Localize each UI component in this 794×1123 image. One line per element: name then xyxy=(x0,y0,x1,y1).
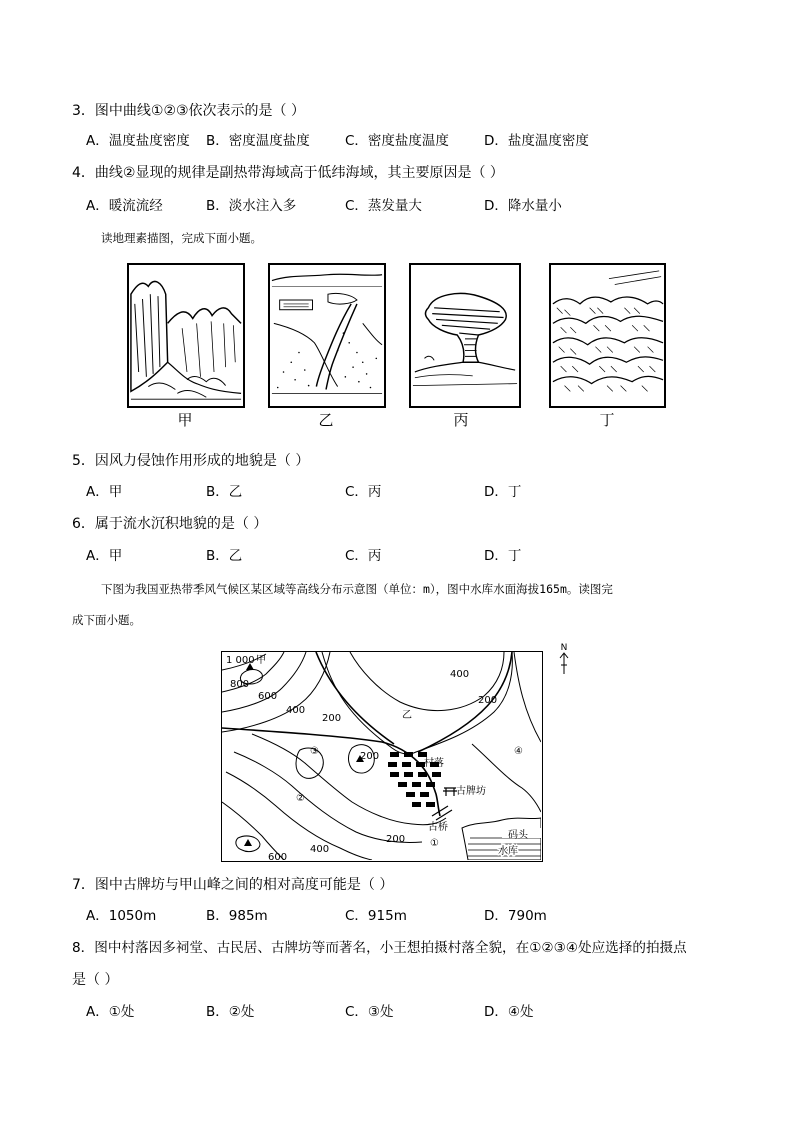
sketch-yi xyxy=(268,263,386,408)
question-5-option-a[interactable]: A．甲 xyxy=(86,484,123,500)
pier-label: 码头 xyxy=(508,830,528,841)
delta-sketch-image xyxy=(270,265,384,406)
question-3-option-d[interactable]: D．盐度温度密度 xyxy=(484,133,589,149)
contour-600-label: 600 xyxy=(258,691,278,702)
question-3-option-c[interactable]: C．密度盐度温度 xyxy=(345,133,449,149)
caption-yi: 乙 xyxy=(318,411,334,429)
question-8-stem-line-1: 8．图中村落因多祠堂、古民居、古牌坊等而著名，小王想拍摄村落全貌，在①②③④处应选择的拍摄点 xyxy=(72,940,687,956)
question-8-option-a[interactable]: A．①处 xyxy=(86,1004,135,1020)
question-7-option-b[interactable]: B．985m xyxy=(206,908,268,924)
question-7-option-c[interactable]: C．915m xyxy=(345,908,407,924)
point-4-label: ④ xyxy=(514,746,523,757)
map-intro-line-1: 下图为我国亚热带季风气候区某区域等高线分布示意图（单位：m），图中水库水面海拔165m。读图完 xyxy=(101,582,613,596)
question-4-option-b[interactable]: B．淡水注入多 xyxy=(206,198,297,214)
landform-intro: 读地理素描图，完成下面小题。 xyxy=(101,231,262,245)
contour-map xyxy=(221,651,543,862)
contour-600-label-south: 600 xyxy=(268,852,288,860)
cliff-sketch-image xyxy=(129,265,243,406)
question-6-option-d[interactable]: D．丁 xyxy=(484,548,522,564)
question-5-option-d[interactable]: D．丁 xyxy=(484,484,522,500)
archway-label: 古牌坊 xyxy=(456,786,486,797)
contour-800-label: 800 xyxy=(230,679,250,690)
contour-400-label-south: 400 xyxy=(310,844,330,855)
contour-200-label-west: 200 xyxy=(322,713,342,724)
bridge-label: 古桥 xyxy=(428,822,448,833)
caption-jia: 甲 xyxy=(177,411,193,429)
question-5-option-b[interactable]: B．乙 xyxy=(206,484,243,500)
question-7-option-a[interactable]: A．1050m xyxy=(86,908,157,924)
question-8-option-d[interactable]: D．④处 xyxy=(484,1004,534,1020)
question-3-stem: 3．图中曲线①②③依次表示的是（ ） xyxy=(72,103,306,119)
question-3-option-b[interactable]: B．密度温度盐度 xyxy=(206,133,310,149)
map-intro-line-2: 成下面小题。 xyxy=(72,613,141,627)
question-4-option-a[interactable]: A．暖流流经 xyxy=(86,198,163,214)
point-2-label: ② xyxy=(296,793,305,804)
question-6-option-a[interactable]: A．甲 xyxy=(86,548,123,564)
mushroom-rock-sketch-image xyxy=(411,265,519,406)
north-label: N xyxy=(560,643,568,653)
question-6-option-b[interactable]: B．乙 xyxy=(206,548,243,564)
question-8-option-b[interactable]: B．②处 xyxy=(206,1004,255,1020)
sketch-jia xyxy=(127,263,245,408)
contour-400-label-north: 400 xyxy=(450,669,470,680)
village-label: 村落 xyxy=(424,758,444,769)
question-8-stem-line-2: 是（ ） xyxy=(72,972,119,988)
question-8-option-c[interactable]: C．③处 xyxy=(345,1004,394,1020)
contour-400-label-west: 400 xyxy=(286,705,306,716)
point-3-label: ③ xyxy=(310,746,319,757)
dunes-sketch-image xyxy=(551,265,664,406)
river-label: 乙 xyxy=(402,710,412,721)
question-3-option-a[interactable]: A．温度盐度密度 xyxy=(86,133,190,149)
caption-bing: 丙 xyxy=(453,411,469,429)
question-4-stem: 4．曲线②显现的规律是副热带海域高于低纬海域，其主要原因是（ ） xyxy=(72,165,504,181)
question-5-option-c[interactable]: C．丙 xyxy=(345,484,382,500)
contour-200-label-south: 200 xyxy=(386,834,406,845)
question-6-option-c[interactable]: C．丙 xyxy=(345,548,382,564)
hill-200-label: 200 xyxy=(360,751,380,762)
point-1-label: ① xyxy=(430,838,439,849)
north-arrow-icon xyxy=(556,640,572,676)
contour-200-label-east: 200 xyxy=(478,695,498,706)
question-7-option-d[interactable]: D．790m xyxy=(484,908,547,924)
peak-name-label: 甲 xyxy=(256,655,266,666)
reservoir-label: 水库 xyxy=(498,846,518,857)
caption-ding: 丁 xyxy=(599,411,615,429)
question-6-stem: 6．属于流水沉积地貌的是（ ） xyxy=(72,516,268,532)
question-5-stem: 5．因风力侵蚀作用形成的地貌是（ ） xyxy=(72,453,310,469)
question-7-stem: 7．图中古牌坊与甲山峰之间的相对高度可能是（ ） xyxy=(72,877,394,893)
question-4-option-d[interactable]: D．降水量小 xyxy=(484,198,562,214)
question-4-option-c[interactable]: C．蒸发量大 xyxy=(345,198,422,214)
sketch-bing xyxy=(409,263,521,408)
peak-elevation-label: 1 000 xyxy=(226,655,255,666)
sketch-ding xyxy=(549,263,666,408)
